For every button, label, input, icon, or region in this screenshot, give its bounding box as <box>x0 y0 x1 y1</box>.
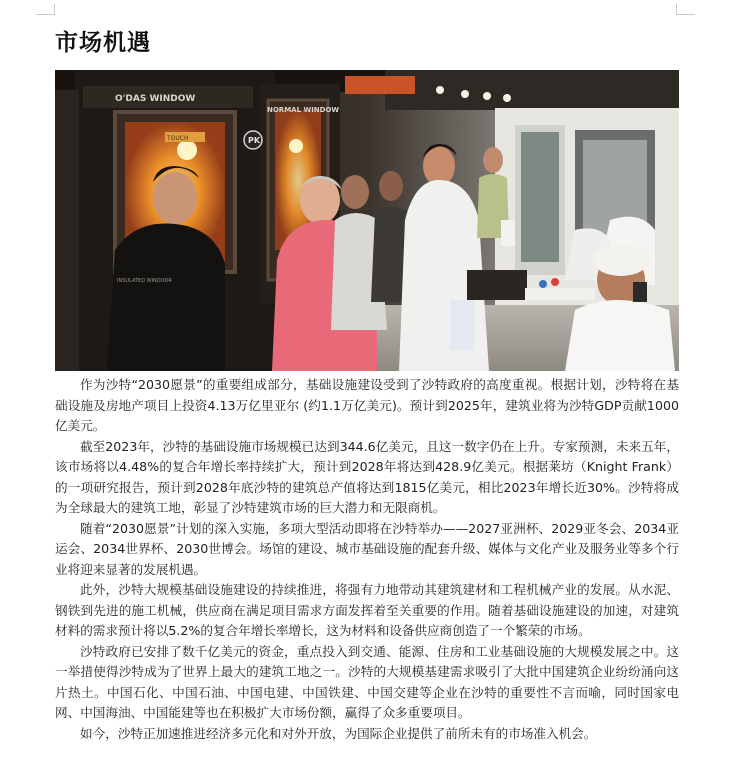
paragraph-1: 作为沙特“2030愿景”的重要组成部分，基础设施建设受到了沙特政府的高度重视。根据计划，沙特将在基础设施及房地产项目上投资4.13万亿里亚尔 (约1.1万亿美元)。预计到2025年，建筑业将为沙特GDP贡献1000亿美元。 <box>55 377 679 433</box>
photo-label-insulated: INSULATED WINDOOR <box>117 278 172 284</box>
photo-label-normal: NORMAL WINDOW <box>267 106 340 114</box>
exhibition-photo <box>55 70 679 371</box>
paragraph-2: 截至2023年，沙特的基础设施市场规模已达到344.6亿美元，且这一数字仍在上升。专家预测，未来五年，该市场将以4.48%的复合年增长率持续扩大，预计到2028年将达到428.9亿美元。根据莱坊（Knight Frank）的一项研究报告，预计到2028年底沙特的建筑总产值将达到1815亿美元，相比2023年增长近30%。沙特将成为全球最大的建筑工地，彰显了沙特建筑市场的巨大潜力和无限商机。 <box>55 438 679 515</box>
page-corner-mark-right <box>676 4 695 15</box>
paragraph-4: 此外，沙特大规模基础设施建设的持续推进，将强有力地带动其建筑建材和工程机械产业的发展。从水泥、钢铁到先进的施工机械，供应商在满足项目需求方面发挥着至关重要的作用。随着基础设施建设的加速，对建筑材料的需求预计将以5.2%的复合年增长率增长，这为材料和设备供应商创造了一个繁荣的市场。 <box>55 582 679 638</box>
paragraph-3: 随着“2030愿景”计划的深入实施，多项大型活动即将在沙特举办——2027亚洲杯、2029亚冬会、2034亚运会、2034世界杯、2030世博会。场馆的建设、城市基础设施的配套升级、媒体与文化产业及服务业等多个行业将迎来显著的发展机遇。 <box>55 520 679 577</box>
paragraph-5: 沙特政府已安排了数千亿美元的资金，重点投入到交通、能源、住房和工业基础设施的大规模发展之中。这一举措使得沙特成为了世界上最大的建筑工地之一。沙特的大规模基建需求吸引了大批中国建筑企业纷纷涌向这片热土。中国石化、中国石油、中国电建、中国铁建、中国交建等企业在沙特的重要性不言而喻，同时国家电网、中国海油、中国能建等也在积极扩大市场份额，赢得了众多重要项目。 <box>55 643 679 720</box>
page-corner-mark-left <box>36 4 55 15</box>
article-title: 市场机遇 <box>55 30 151 56</box>
paragraph-6: 如今，沙特正加速推进经济多元化和对外开放，为国际企业提供了前所未有的市场准入机会。 <box>80 725 597 741</box>
article-body <box>55 375 679 744</box>
photo-label-pk: PK <box>248 136 261 145</box>
exhibition-photo-illustration <box>55 70 679 371</box>
photo-label-touch: TOUCH <box>167 135 189 142</box>
photo-label-odas: O'DAS WINDOW <box>115 94 196 104</box>
document-page <box>55 26 679 744</box>
